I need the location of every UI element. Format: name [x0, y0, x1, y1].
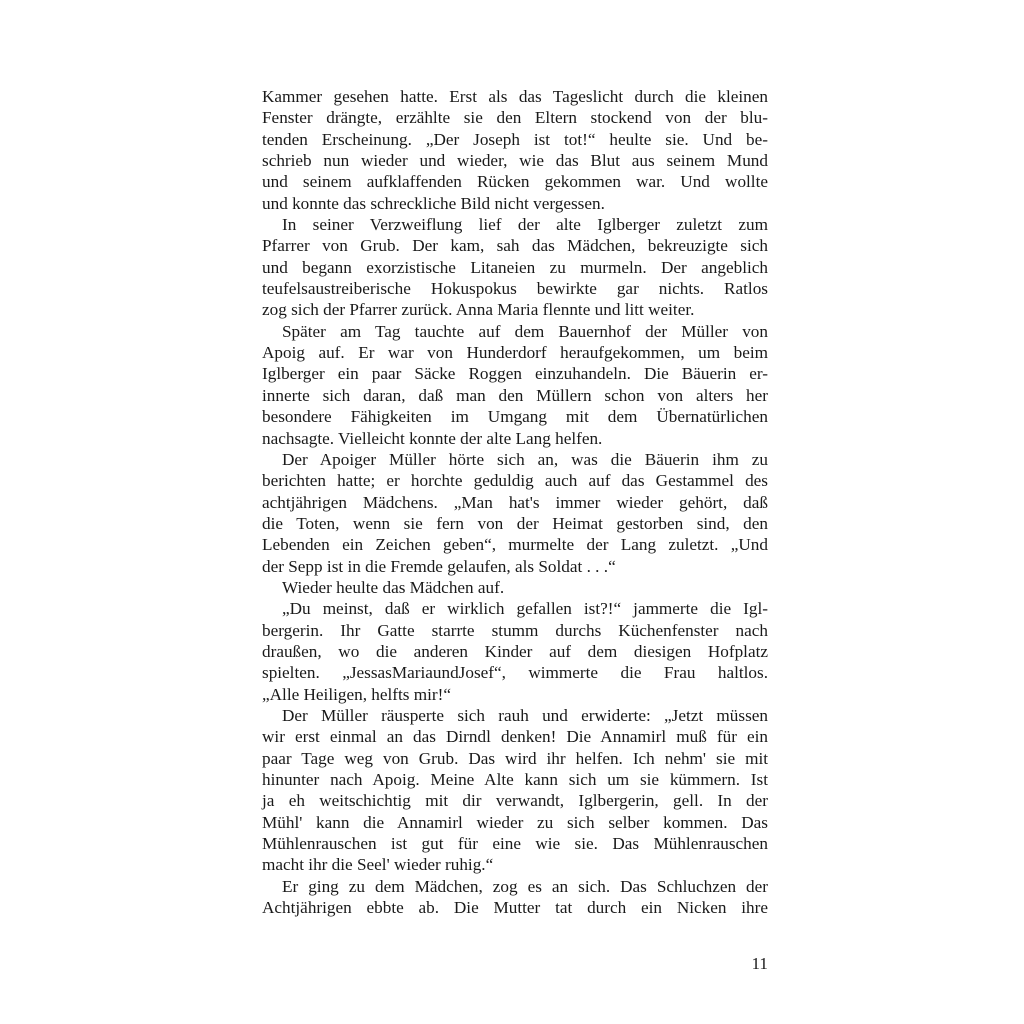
text-line: Mühl' kann die Annamirl wieder zu sich selber kommen. Das	[262, 812, 768, 832]
text-line: innerte sich daran, daß man den Müllern schon von alters her	[262, 385, 768, 405]
text-line: Achtjährigen ebbte ab. Die Mutter tat durch ein Nicken ihre	[262, 898, 768, 918]
text-line: Wieder heulte das Mädchen auf.	[282, 577, 505, 597]
text-line: wir erst einmal an das Dirndl denken! Die Annamirl muß für ein	[262, 727, 768, 747]
text-line: schrieb nun wieder und wieder, wie das Blut aus seinem Mund	[262, 151, 768, 171]
text-line: „Du meinst, daß er wirklich gefallen ist?!“ jammerte die Igl-	[282, 599, 768, 619]
text-line: teufelsaustreiberische Hokuspokus bewirkte gar nichts. Ratlos	[262, 279, 768, 299]
text-line: besondere Fähigkeiten im Umgang mit dem Übernatürlichen	[262, 407, 768, 427]
text-line: In seiner Verzweiflung lief der alte Iglberger zuletzt zum	[282, 215, 768, 235]
text-line: hinunter nach Apoig. Meine Alte kann sich um sie kümmern. Ist	[262, 770, 768, 789]
text-line: bergerin. Ihr Gatte starrte stumm durchs Küchenfenster nach	[262, 620, 768, 640]
text-line: achtjährigen Mädchens. „Man hat's immer wieder gehört, daß	[262, 492, 768, 512]
text-line: zog sich der Pfarrer zurück. Anna Maria flennte und litt weiter.	[262, 300, 695, 320]
text-line: Der Apoiger Müller hörte sich an, was die Bäuerin ihm zu	[282, 449, 768, 469]
text-line: Pfarrer von Grub. Der kam, sah das Mädchen, bekreuzigte sich	[262, 236, 768, 256]
text-line: nachsagte. Vielleicht konnte der alte Lang helfen.	[262, 428, 603, 448]
text-line: paar Tage weg von Grub. Das wird ihr helfen. Ich nehm' sie mit	[262, 748, 768, 768]
text-line: und konnte das schreckliche Bild nicht vergessen.	[262, 193, 605, 213]
text-line: und begann exorzistische Litaneien zu murmeln. Der angeblich	[262, 257, 768, 277]
text-line: Iglberger ein paar Säcke Roggen einzuhandeln. Die Bäuerin er-	[262, 364, 768, 384]
text-line: Später am Tag tauchte auf dem Bauernhof der Müller von	[282, 321, 768, 341]
text-line: Lebenden ein Zeichen geben“, murmelte der Lang zuletzt. „Und	[262, 535, 768, 555]
text-line: Apoig auf. Er war von Hunderdorf heraufgekommen, um beim	[262, 343, 768, 363]
text-line: der Sepp ist in die Fremde gelaufen, als Soldat . . .“	[262, 556, 616, 576]
text-line: Fenster drängte, erzählte sie den Eltern stockend von der blu-	[262, 108, 768, 128]
text-line: Kammer gesehen hatte. Erst als das Tageslicht durch die kleinen	[262, 87, 768, 106]
text-line: Mühlenrauschen ist gut für eine wie sie. Das Mühlenrauschen	[262, 834, 768, 854]
text-line: berichten hatte; er horchte geduldig auch auf das Gestammel des	[262, 471, 768, 491]
text-line: ja eh weitschichtig mit dir verwandt, Iglbergerin, gell. In der	[262, 791, 768, 811]
text-line: tenden Erscheinung. „Der Joseph ist tot!“ heulte sie. Und be-	[262, 129, 768, 149]
page-number: 11	[751, 954, 768, 973]
text-line: Er ging zu dem Mädchen, zog es an sich. Das Schluchzen der	[282, 876, 768, 896]
text-line: macht ihr die Seel' wieder ruhig.“	[262, 855, 494, 875]
text-line: und seinem aufklaffenden Rücken gekommen war. Und wollte	[262, 172, 768, 192]
text-line: „Alle Heiligen, helfts mir!“	[262, 684, 451, 704]
text-line: spielten. „JessasMariaundJosef“, wimmerte die Frau haltlos.	[262, 663, 768, 683]
text-line: draußen, wo die anderen Kinder auf dem diesigen Hofplatz	[262, 641, 768, 661]
text-line: Der Müller räusperte sich rauh und erwiderte: „Jetzt müssen	[282, 705, 768, 725]
body-text	[262, 86, 768, 918]
text-line: die Toten, wenn sie fern von der Heimat gestorben sind, den	[262, 513, 768, 533]
